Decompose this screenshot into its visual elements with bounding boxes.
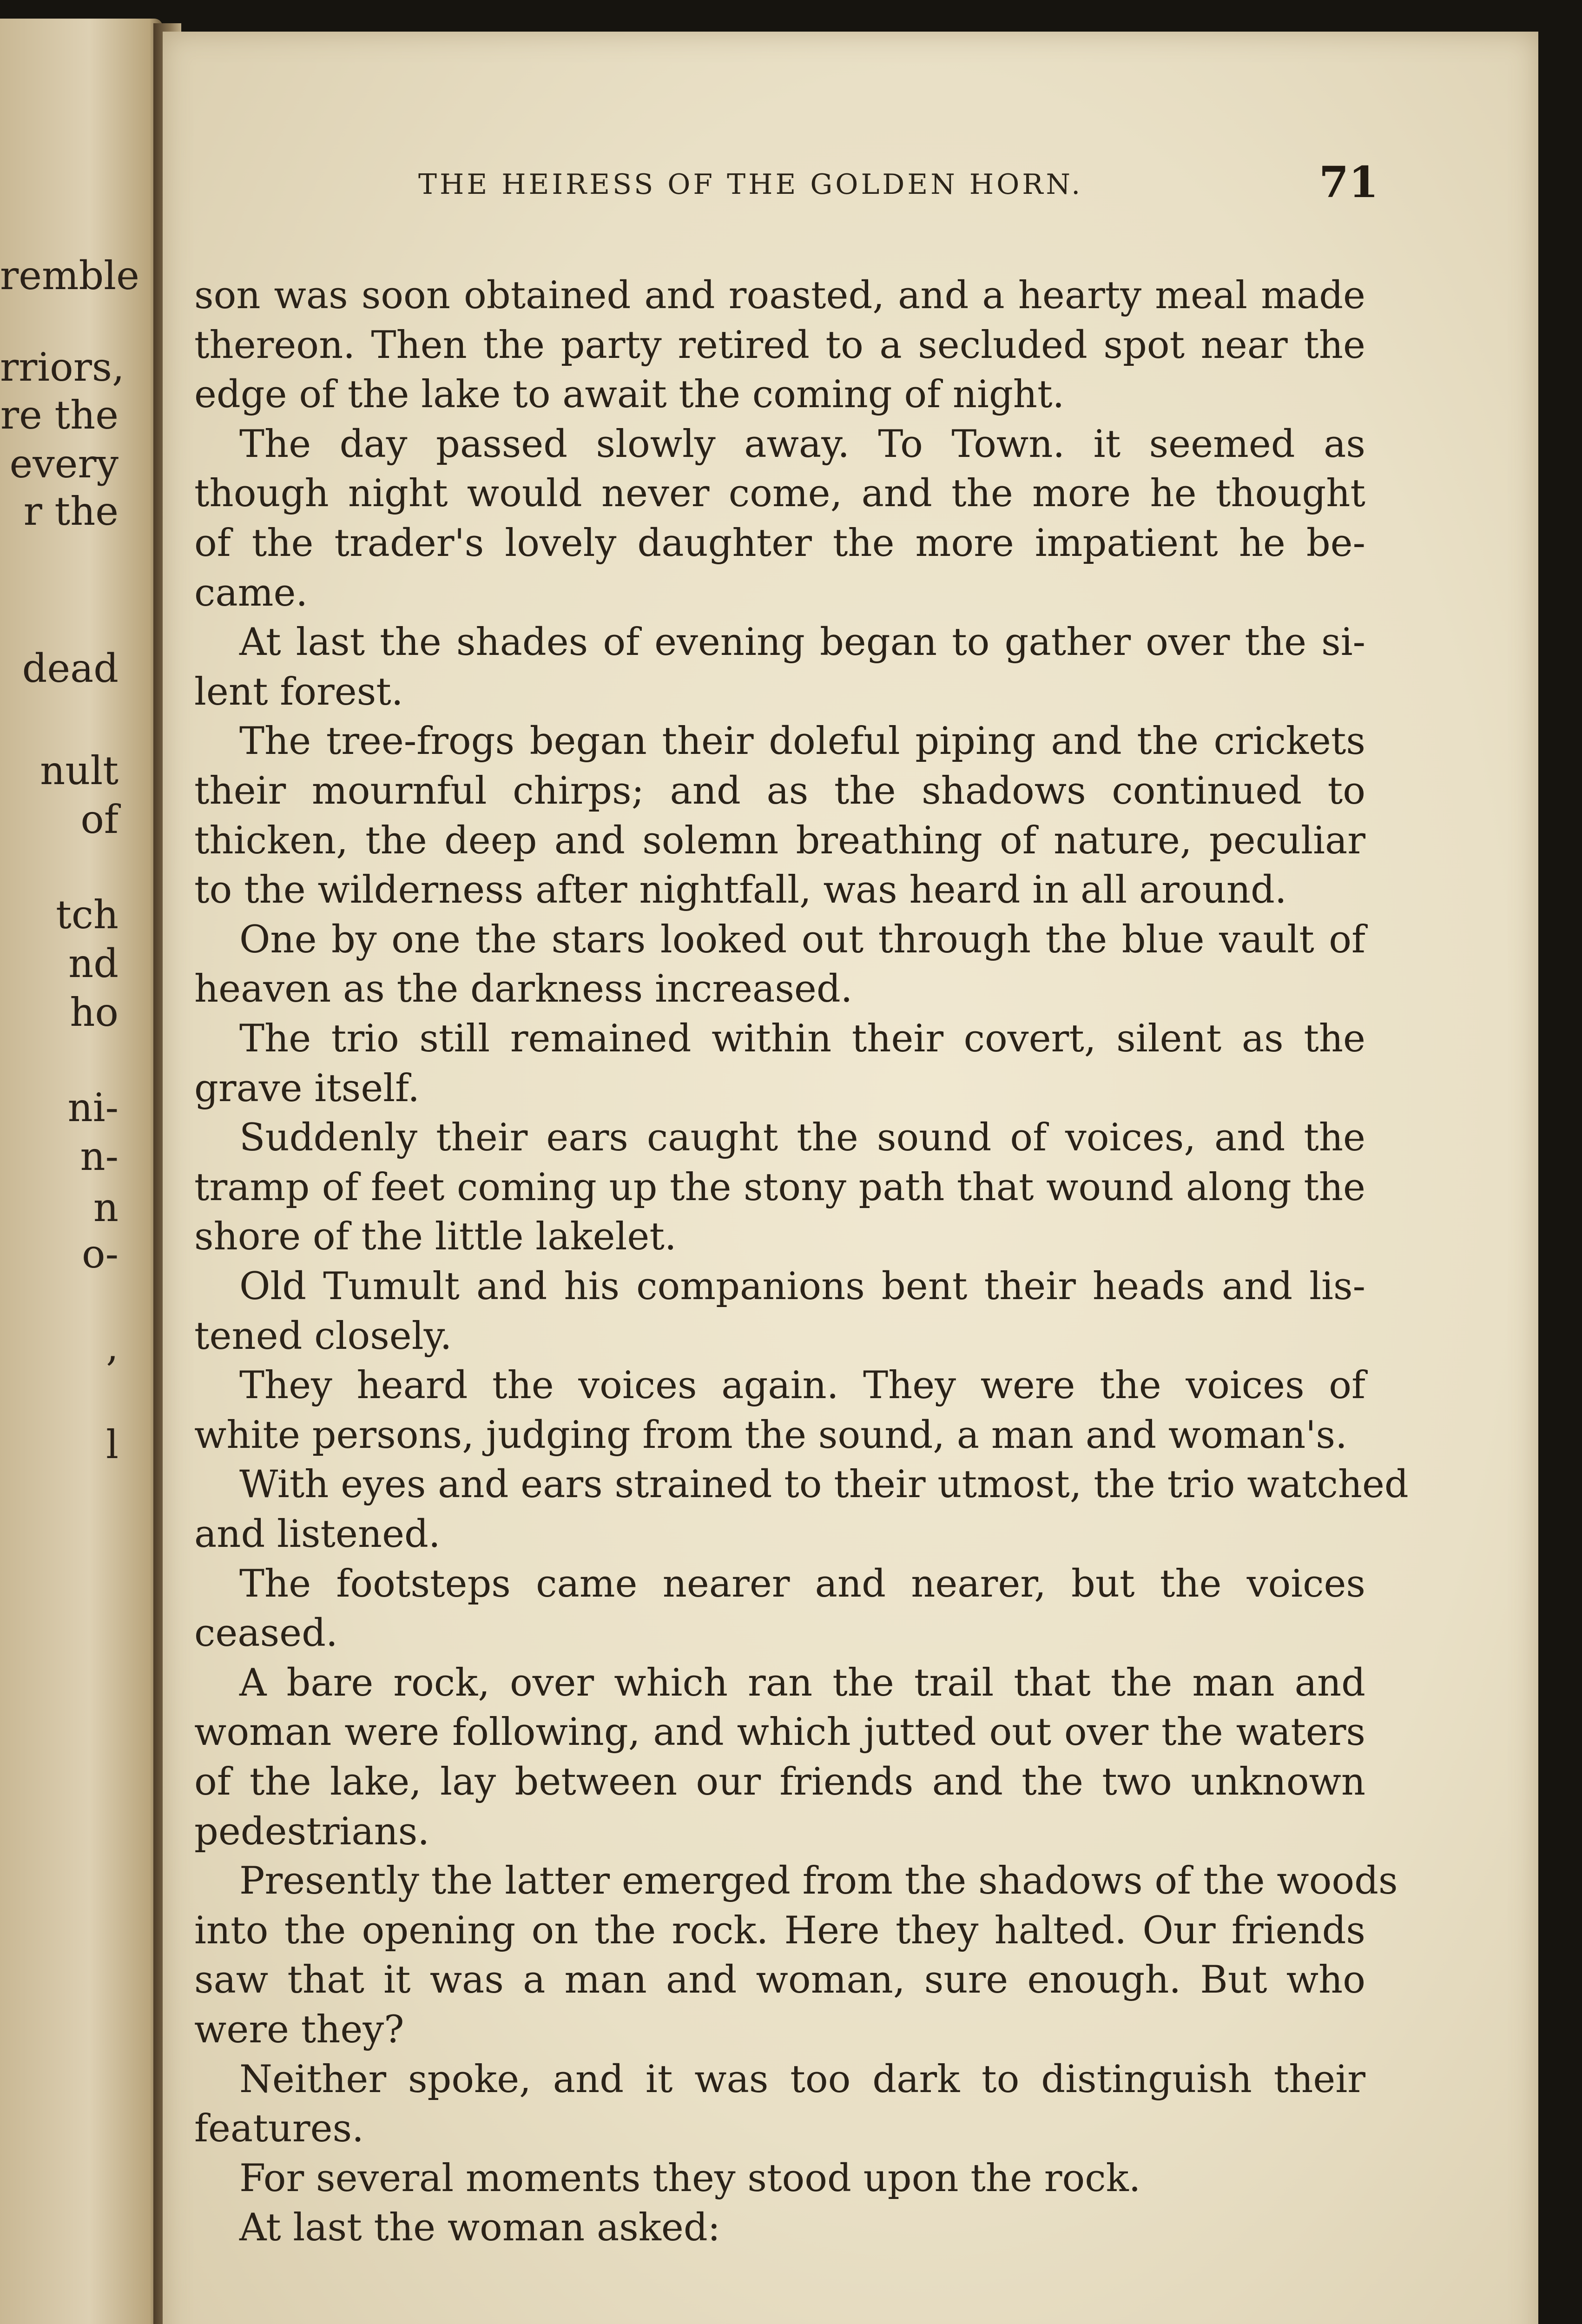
- text-line: At last the shades of evening began to gather over the si-: [239, 621, 1365, 664]
- left-page-fragment: o-: [82, 1231, 119, 1277]
- text-line: came.: [194, 571, 308, 615]
- text-line: Neither spoke, and it was too dark to distinguish their: [239, 2058, 1365, 2101]
- left-page-fragment: l: [106, 1422, 119, 1467]
- text-line: Suddenly their ears caught the sound of voices, and the: [239, 1116, 1365, 1160]
- text-line: At last the woman asked:: [239, 2206, 720, 2250]
- left-page-fragment: r the: [23, 489, 119, 534]
- left-page-fragment: ,: [106, 1324, 119, 1370]
- text-line: woman were following, and which jutted out over the waters: [194, 1710, 1365, 1754]
- text-line: heaven as the darkness increased.: [194, 967, 853, 1011]
- text-line: their mournful chirps; and as the shadows continued to: [194, 769, 1365, 813]
- text-line: The tree-frogs began their doleful piping and the crickets: [239, 720, 1365, 763]
- left-page-fragment: of: [80, 797, 119, 842]
- left-page-fragment: tch: [56, 892, 119, 938]
- text-line: edge of the lake to await the coming of night.: [194, 373, 1065, 416]
- text-line: They heard the voices again. They were the voices of: [239, 1364, 1365, 1407]
- text-line: A bare rock, over which ran the trail that the man and: [239, 1661, 1365, 1705]
- text-line: With eyes and ears strained to their utmost, the trio watched: [239, 1463, 1409, 1506]
- text-line: were they?: [194, 2008, 404, 2052]
- left-page-fragment: ho: [70, 990, 119, 1035]
- left-page-fragment: dead: [22, 646, 119, 691]
- text-line: though night would never come, and the more he thought: [194, 472, 1365, 515]
- left-page-edge: [0, 19, 163, 2324]
- text-line: features.: [194, 2107, 364, 2151]
- text-line: thicken, the deep and solemn breathing of nature, peculiar: [194, 819, 1365, 863]
- text-line: The day passed slowly away. To Town. it seemed as: [239, 423, 1365, 466]
- left-page-fragment: every: [9, 441, 119, 487]
- text-line: of the lake, lay between our friends and the two unknown: [194, 1760, 1365, 1804]
- text-line: shore of the little lakelet.: [194, 1215, 677, 1259]
- text-line: of the trader's lovely daughter the more impatient he be-: [194, 522, 1365, 565]
- text-line: tened closely.: [194, 1314, 452, 1358]
- text-line: white persons, judging from the sound, a man and woman's.: [194, 1413, 1347, 1457]
- page-number: 71: [1319, 157, 1379, 207]
- running-head: THE HEIRESS OF THE GOLDEN HORN.: [418, 168, 1083, 201]
- text-line: to the wilderness after nightfall, was heard in all around.: [194, 868, 1287, 912]
- text-line: The footsteps came nearer and nearer, but the voices: [239, 1562, 1365, 1606]
- text-line: into the opening on the rock. Here they halted. Our friends: [194, 1909, 1365, 1953]
- left-page-fragment: ni-: [67, 1085, 119, 1130]
- text-line: pedestrians.: [194, 1810, 430, 1854]
- text-line: ceased.: [194, 1611, 338, 1655]
- left-page-fragment: nd: [68, 941, 119, 986]
- text-line: son was soon obtained and roasted, and a hearty meal made: [194, 274, 1365, 317]
- text-line: The trio still remained within their covert, silent as the: [239, 1017, 1365, 1061]
- text-line: saw that it was a man and woman, sure enough. But who: [194, 1958, 1365, 2002]
- left-page-fragment: re the: [0, 392, 119, 438]
- left-page-fragment: n: [93, 1185, 119, 1230]
- left-page-fragment: rriors,: [0, 344, 125, 390]
- text-line: One by one the stars looked out through the blue vault of: [239, 918, 1365, 962]
- text-line: lent forest.: [194, 670, 403, 714]
- text-line: For several moments they stood upon the rock.: [239, 2157, 1141, 2200]
- left-page-fragment: remble: [0, 253, 139, 298]
- text-line: grave itself.: [194, 1067, 420, 1110]
- text-line: tramp of feet coming up the stony path that wound along the: [194, 1166, 1365, 1209]
- text-line: Old Tumult and his companions bent their heads and lis-: [239, 1265, 1365, 1308]
- text-line: and listened.: [194, 1512, 441, 1556]
- text-line: thereon. Then the party retired to a secluded spot near the: [194, 324, 1365, 367]
- text-line: Presently the latter emerged from the shadows of the woods: [239, 1859, 1398, 1903]
- left-page-fragment: n-: [80, 1134, 119, 1179]
- left-page-fragment: nult: [40, 748, 119, 793]
